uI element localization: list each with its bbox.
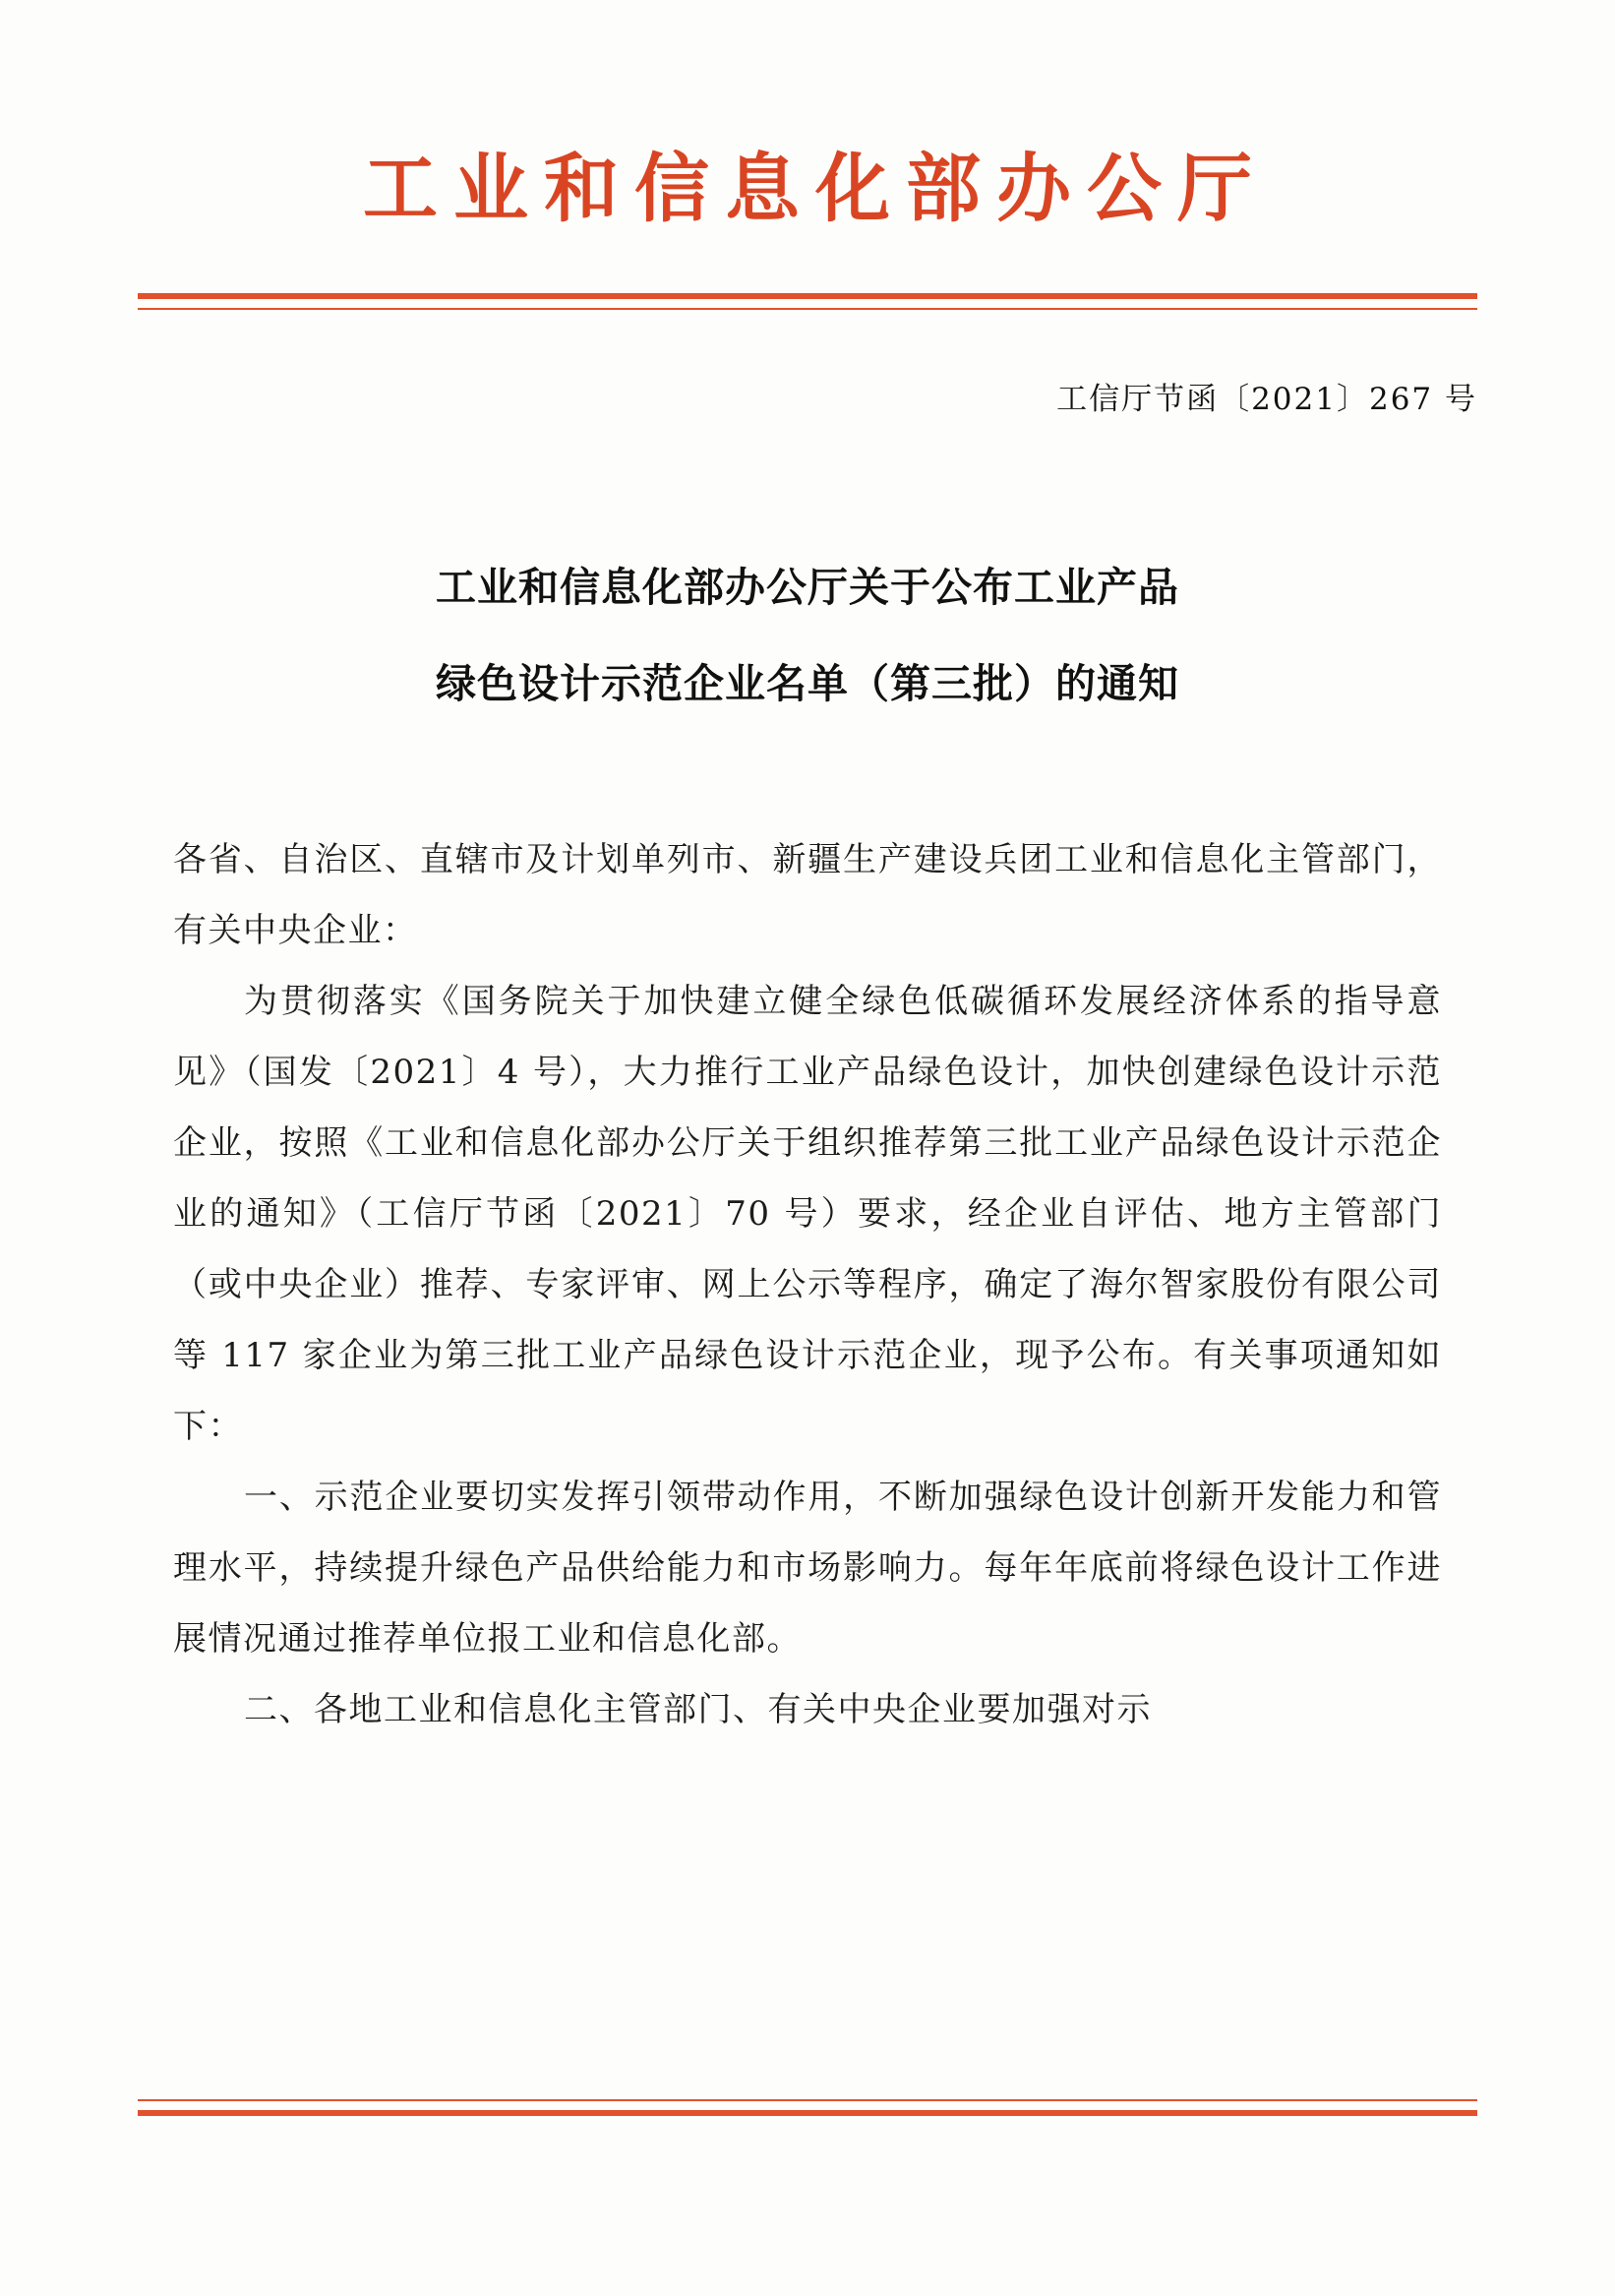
paragraph-item-two: 二、各地工业和信息化主管部门、有关中央企业要加强对示 xyxy=(244,1690,1152,1729)
divider-thin-line xyxy=(138,308,1477,310)
divider-spacer xyxy=(138,2101,1477,2110)
title-line-1: 工业和信息化部办公厅关于公布工业产品 xyxy=(436,564,1179,611)
masthead xyxy=(0,145,1615,232)
divider-spacer xyxy=(138,299,1477,308)
document-number: 工信厅节函〔2021〕267 号 xyxy=(1056,382,1477,417)
document-body xyxy=(173,824,1442,1745)
paragraph-salutation: 各省、自治区、直辖市及计划单列市、新疆生产建设兵团工业和信息化主管部门，有关中央企业： xyxy=(173,840,1442,950)
issuing-authority-title: 工业和信息化部办公厅 xyxy=(363,145,1268,232)
header-divider-top xyxy=(138,293,1477,310)
divider-thick-line xyxy=(138,2110,1477,2116)
page-title xyxy=(177,539,1438,732)
title-line-2: 绿色设计示范企业名单（第三批）的通知 xyxy=(436,660,1179,707)
paragraph-background: 为贯彻落实《国务院关于加快建立健全绿色低碳循环发展经济体系的指导意见》（国发〔2021〕4 号），大力推行工业产品绿色设计，加快创建绿色设计示范企业，按照《工业和信息化部办公厅关于组织推荐第三批工业产品绿色设计示范企业的通知》（工信厅节函〔2021〕70 号）要求，经企业自评估、地方主管部门（或中央企业）推荐、专家评审、网上公示等程序，确定了海尔智家股份有限公司等 117 家企业为第三批工业产品绿色设计示范企业，现予公布。有关事项通知如下： xyxy=(173,982,1442,1446)
paragraph-item-one: 一、示范企业要切实发挥引领带动作用，不断加强绿色设计创新开发能力和管理水平，持续提升绿色产品供给能力和市场影响力。每年年底前将绿色设计工作进展情况通过推荐单位报工业和信息化部。 xyxy=(173,1478,1442,1659)
footer-divider-bottom xyxy=(138,2099,1477,2116)
